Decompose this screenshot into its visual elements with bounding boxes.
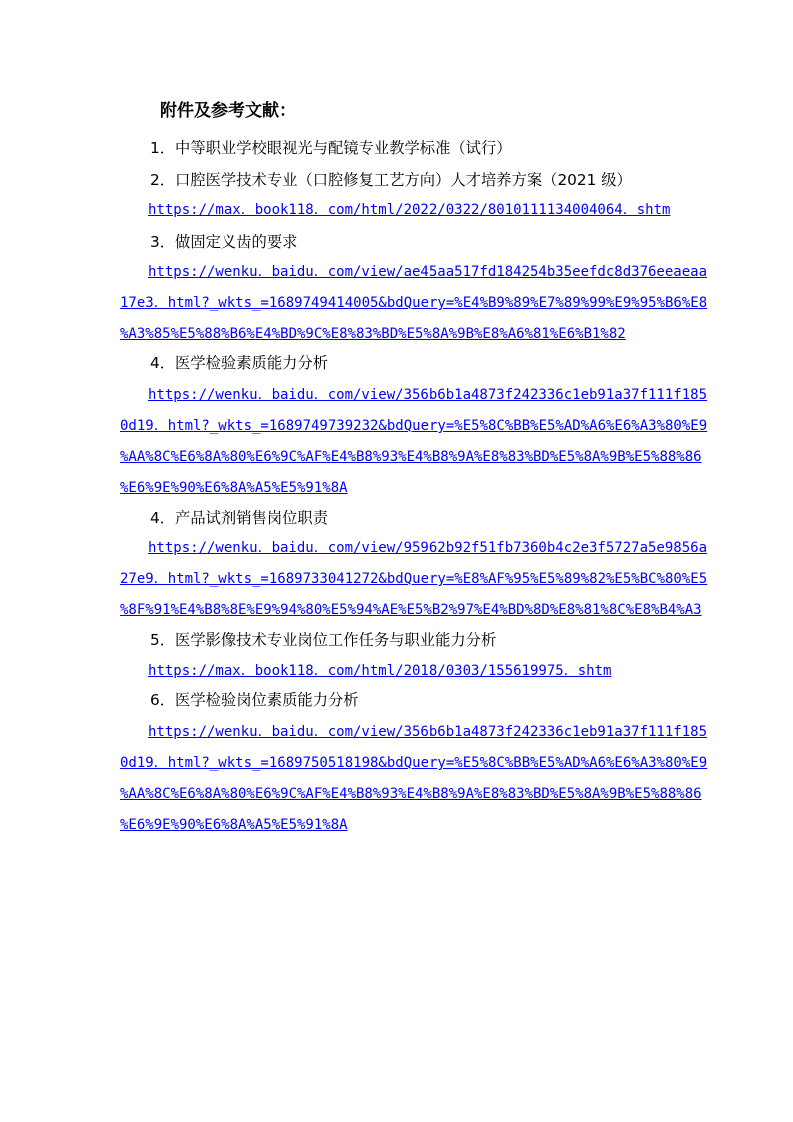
item-number: 5． — [150, 631, 176, 649]
item-title: 医学检验素质能力分析 — [175, 354, 329, 372]
reference-link-continued[interactable]: %A3%85%E5%88%B6%E4%BD%9C%E8%83%BD%E5%8A%9B%E8%A6%81%E6%B1%82 — [120, 326, 626, 342]
reference-link-continued[interactable]: 17e3．html?_wkts_=1689749414005&bdQuery=%E4%B9%89%E7%89%99%E9%95%B6%E8 — [120, 295, 708, 311]
reference-item-5 — [150, 508, 328, 528]
item-title: 中等职业学校眼视光与配镜专业教学标准（试行） — [175, 139, 512, 157]
reference-item-2 — [150, 170, 632, 190]
reference-link-continued[interactable]: %AA%8C%E6%8A%80%E6%9C%AF%E4%B8%93%E4%B8%9A%E8%83%BD%E5%8A%9B%E5%88%86 — [120, 449, 702, 465]
reference-item-7 — [150, 690, 359, 710]
item-title: 医学检验岗位素质能力分析 — [175, 691, 359, 709]
reference-link-continued[interactable]: 27e9．html?_wkts_=1689733041272&bdQuery=%E8%AF%95%E5%89%82%E5%BC%80%E5 — [120, 571, 708, 587]
reference-link[interactable]: https://max．book118．com/html/2022/0322/8010111134004064．shtm — [148, 202, 671, 218]
item-number: 2． — [150, 171, 176, 189]
reference-item-6 — [150, 630, 496, 650]
item-number: 4． — [150, 354, 176, 372]
reference-link-continued[interactable]: %E6%9E%90%E6%8A%A5%E5%91%8A — [120, 817, 348, 833]
reference-link-continued[interactable]: %E6%9E%90%E6%8A%A5%E5%91%8A — [120, 480, 348, 496]
reference-item-3 — [150, 232, 297, 252]
reference-item-1 — [150, 138, 512, 158]
reference-link-continued[interactable]: 0d19．html?_wkts_=1689749739232&bdQuery=%E5%8C%BB%E5%AD%A6%E6%A3%80%E9 — [120, 418, 708, 434]
section-heading: 附件及参考文献： — [160, 101, 296, 121]
reference-link[interactable]: https://wenku．baidu．com/view/356b6b1a4873f242336c1eb91a37f111f185 — [148, 724, 708, 740]
item-title: 产品试剂销售岗位职责 — [175, 509, 329, 527]
item-title: 医学影像技术专业岗位工作任务与职业能力分析 — [175, 631, 497, 649]
item-number: 3． — [150, 233, 176, 251]
reference-link[interactable]: https://wenku．baidu．com/view/ae45aa517fd184254b35eefdc8d376eeaeaa — [148, 264, 708, 280]
reference-link-continued[interactable]: %AA%8C%E6%8A%80%E6%9C%AF%E4%B8%93%E4%B8%9A%E8%83%BD%E5%8A%9B%E5%88%86 — [120, 786, 702, 802]
reference-link-continued[interactable]: %8F%91%E4%B8%8E%E9%94%80%E5%94%AE%E5%B2%97%E4%BD%8D%E8%81%8C%E8%B4%A3 — [120, 602, 702, 618]
reference-link[interactable]: https://max．book118．com/html/2018/0303/155619975．shtm — [148, 663, 612, 679]
reference-item-4 — [150, 353, 328, 373]
item-title: 做固定义齿的要求 — [175, 233, 298, 251]
reference-link[interactable]: https://wenku．baidu．com/view/356b6b1a4873f242336c1eb91a37f111f185 — [148, 387, 708, 403]
item-number: 4． — [150, 509, 176, 527]
reference-link[interactable]: https://wenku．baidu．com/view/95962b92f51fb7360b4c2e3f5727a5e9856a — [148, 540, 708, 556]
item-number: 1． — [150, 139, 176, 157]
item-number: 6． — [150, 691, 176, 709]
reference-link-continued[interactable]: 0d19．html?_wkts_=1689750518198&bdQuery=%E5%8C%BB%E5%AD%A6%E6%A3%80%E9 — [120, 755, 708, 771]
item-title: 口腔医学技术专业（口腔修复工艺方向）人才培养方案（2021 级） — [175, 171, 632, 189]
